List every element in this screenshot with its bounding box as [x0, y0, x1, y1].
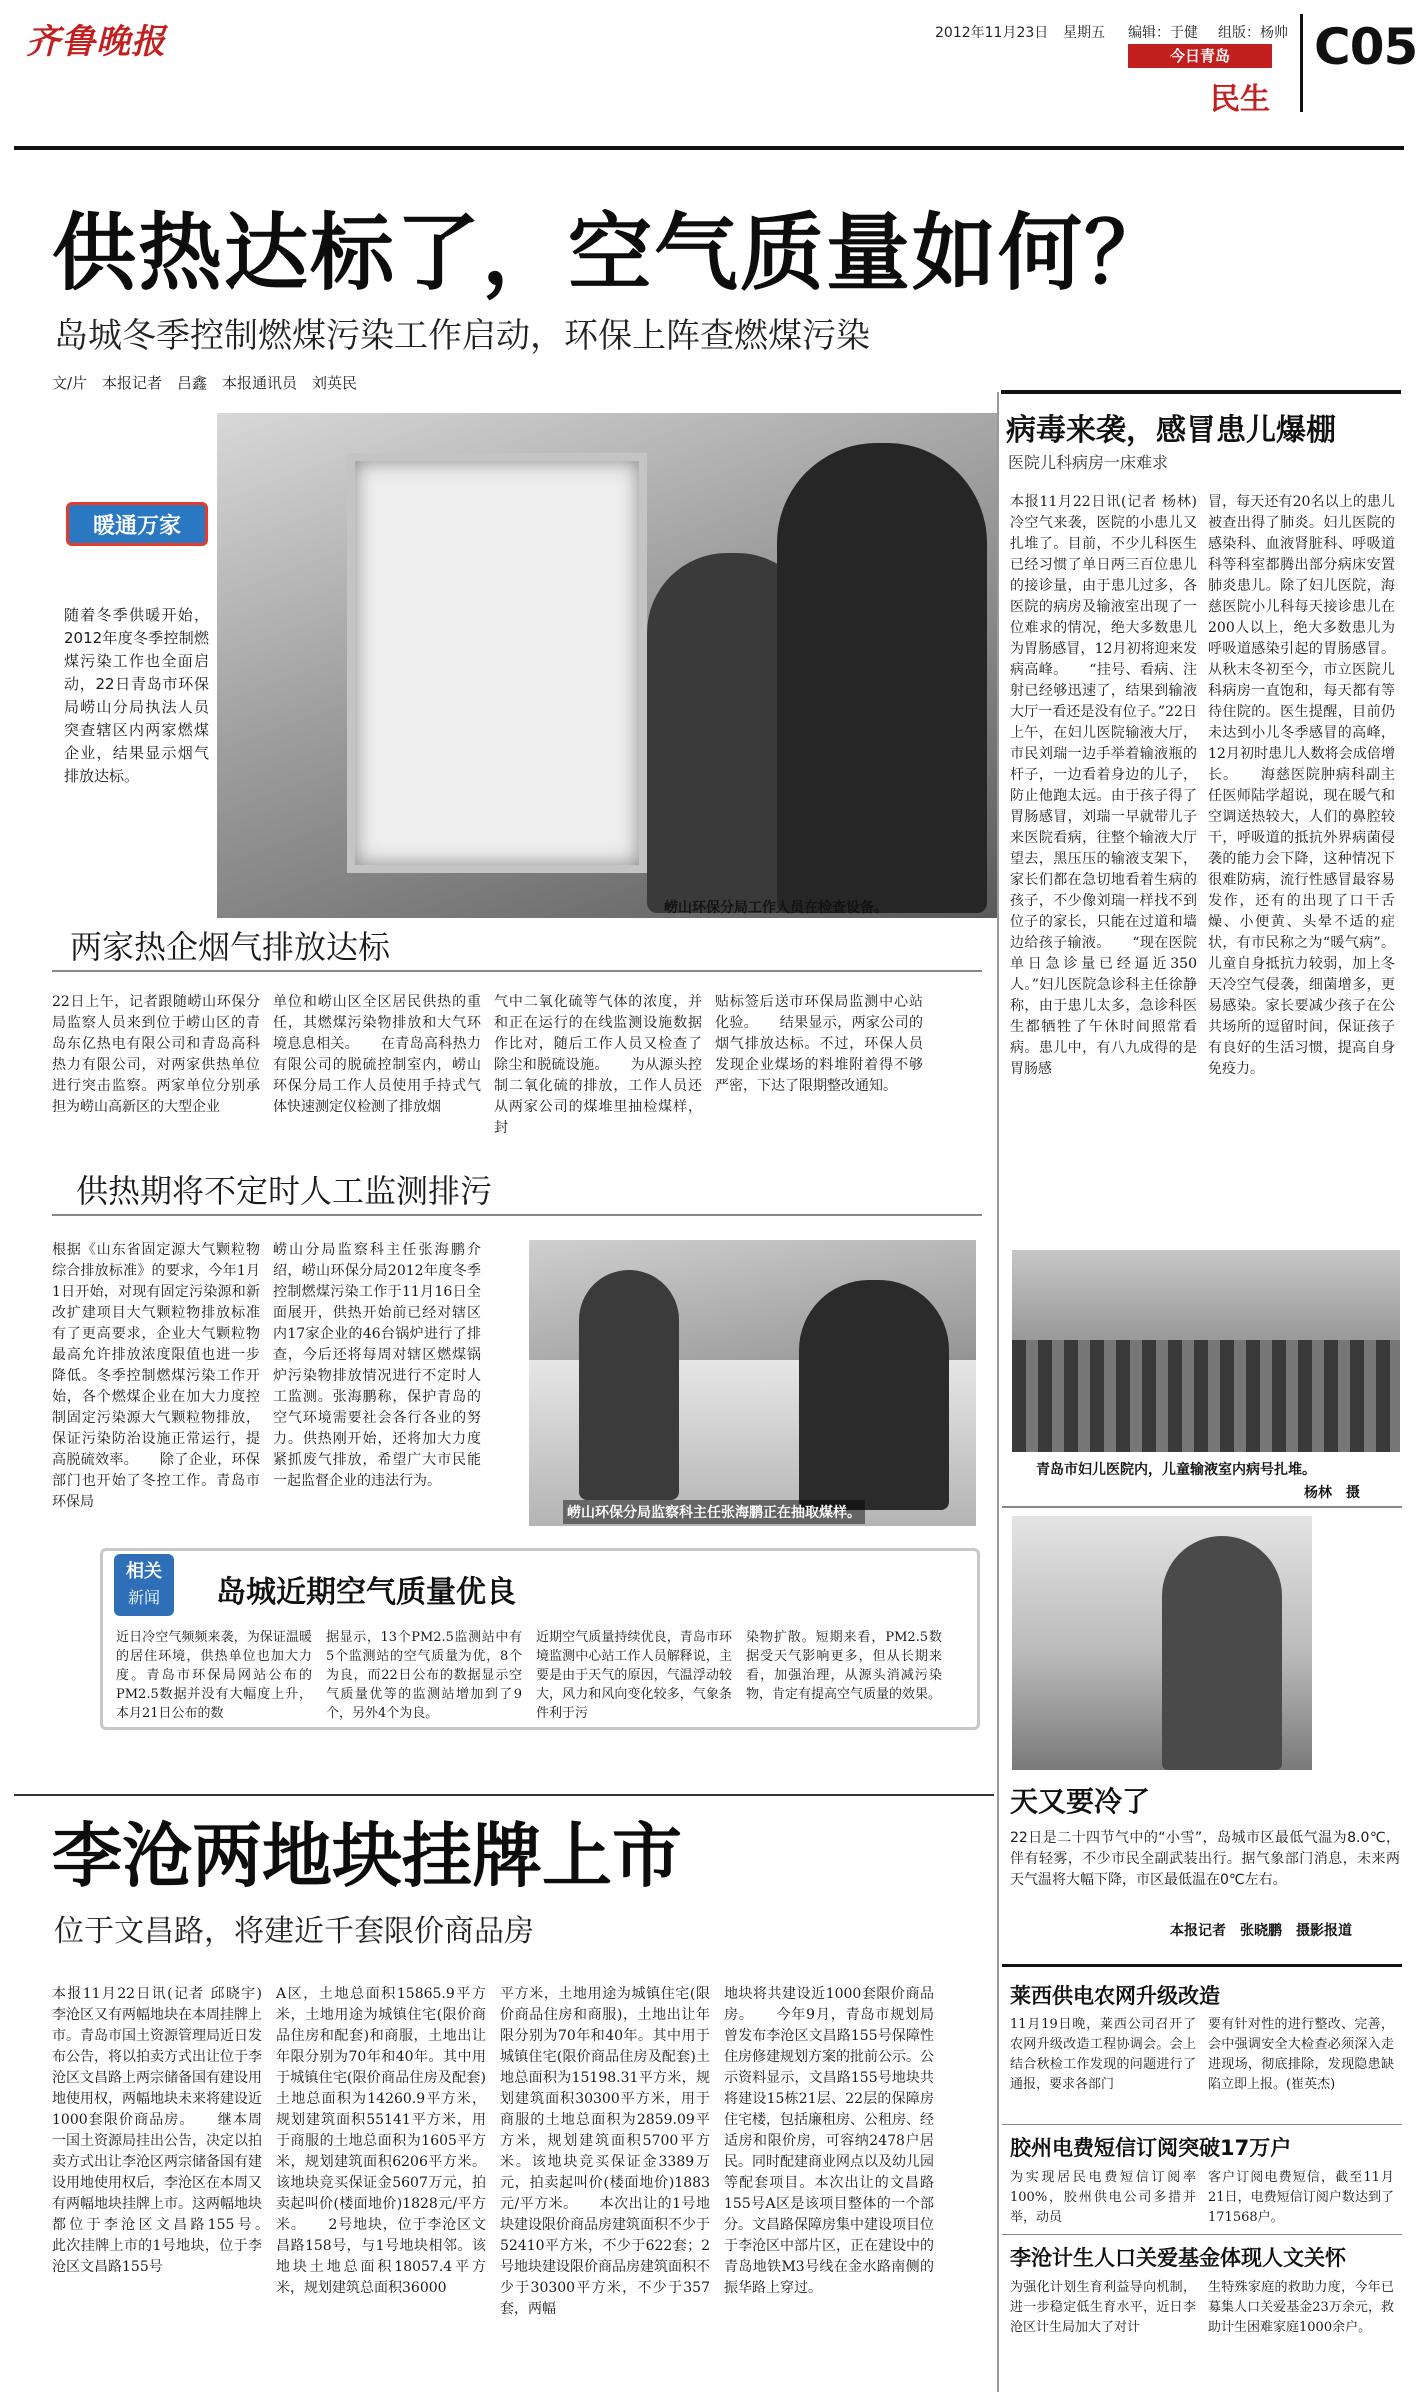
- short-2-col-2: 客户订阅电费短信，截至11月21日，电费短信订阅户数达到了171568户。: [1208, 2170, 1394, 2225]
- related-col-4: 染物扩散。短期来看，PM2.5数据受天气影响更多，但从长期来看，加强治理，从源头消减污染物，肯定有提高空气质量的效果。: [746, 1630, 942, 1702]
- weather-rule: [1002, 1506, 1402, 1508]
- section2-photo: [529, 1240, 976, 1526]
- related-col-3: 近期空气质量持续优良，青岛市环境监测中心站工作人员解释说，主要是由于天气的原因，气温浮动较大，风力和风向变化较多，气象条件利于污: [536, 1630, 732, 1721]
- lead-photo-caption: 崂山环保分局工作人员在检查设备。: [664, 900, 888, 916]
- page-designer: 组版：杨帅: [1218, 25, 1288, 41]
- related-title: 岛城近期空气质量优良: [216, 1575, 516, 1610]
- second-col-2: A区，土地总面积15865.9平方米，土地用途为城镇住宅(限价商品住房和配套)和商服，土地出让年限分别为70年和40年。其中用于城镇住宅(限价商品住房及配套)土地总面积为14260.9平方米，规划建筑面积55141平方米，用于商服的土地总面积为1605平方米，规划建筑面积6206平方米。该地块竞买保证金5607万元，拍卖起叫价(楼面地价)1828元/平方米。 2号地块，位于李沧区文昌路158号，与1号地块相邻。该地块土地总面积18057.4平方米，规划建筑总面积36000: [276, 1986, 486, 2296]
- worker-figure: [579, 1270, 679, 1500]
- weather-photo: [1012, 1516, 1312, 1770]
- related-badge-bottom: 新闻: [127, 1588, 160, 1607]
- related-col-2: 据显示，13个PM2.5监测站中有5个监测站的空气质量为优，8个为良，而22日公布的数据显示空气质量优等的监测站增加到了9个，另外4个为良。: [326, 1630, 522, 1721]
- section2-col-1: 根据《山东省固定源大气颗粒物综合排放标准》的要求，今年1月1日开始，对现有固定污染源和新改扩建项目大气颗粒物排放标准有了更高要求，企业大气颗粒物最高允许排放浓度限值也进一步降低。冬季控制燃煤污染工作开始，各个燃煤企业在加大力度控制固定污染源大气颗粒物排放，保证污染防治设施正常运行，提高脱硫效率。 除了企业，环保部门也开始了冬控工作。青岛市环保局: [52, 1242, 260, 1510]
- short-2-rule: [1002, 2124, 1402, 2125]
- section1-col-3: 气中二氧化硫等气体的浓度，并和正在运行的在线监测设施数据作比对，随后工作人员又检查了除尘和脱硫设施。 为从源头控制二氧化硫的排放，工作人员还从两家公司的煤堆里抽检煤样，封: [494, 994, 702, 1136]
- section1-rule: [52, 970, 982, 972]
- flu-subtitle: 医院儿科病房一床难求: [1008, 453, 1169, 472]
- second-headline: 李沧两地块挂牌上市: [52, 1815, 682, 1897]
- sidebar-top-rule: [1001, 390, 1401, 394]
- equipment-cabinet: [347, 453, 647, 873]
- section1-col-1: 22日上午，记者跟随崂山环保分局监察人员来到位于崂山区的青岛东亿热电有限公司和青岛高科热力有限公司，对两家供热单位进行突击监察。两家单位分别承担为崂山高新区的大型企业: [52, 994, 260, 1115]
- masthead-vertical-rule: [1300, 14, 1303, 112]
- lead-byline: 文/片 本报记者 吕鑫 本报通讯员 刘英民: [52, 374, 358, 392]
- second-col-4: 地块将共建设近1000套限价商品房。 今年9月，青岛市规划局曾发布李沧区文昌路155号保障性住房修建规划方案的批前公示。公示资料显示，文昌路155号地块共将建设15栋21层、22层的保障房住宅楼，包括廉租房、公租房、经适房和限价房，可容纳2478户居民。同时配建商业网点以及幼儿园等配套项目。本次出让的文昌路155号A区是该项目整体的一个部分。文昌路保障房集中建设项目位于李沧区中部片区，正在建设中的青岛地铁M3号线在金水路南侧的振华路上穿过。: [724, 1986, 934, 2296]
- lead-photo: [217, 413, 997, 918]
- issue-date: 2012年11月23日: [935, 25, 1049, 41]
- pedestrian-figure: [1162, 1536, 1282, 1770]
- issue-weekday: 星期五: [1063, 25, 1105, 41]
- short-1-col-2: 要有针对性的进行整改、完善，会中强调安全大检查必须深入走进现场，彻底排除，发现隐患缺陷立即上报。(崔英杰): [1208, 2017, 1394, 2092]
- related-col-1: 近日冷空气频频来袭，为保证温暖的居住环境，供热单位也加大力度。青岛市环保局网站公布的PM2.5数据并没有大幅度上升，本月21日公布的数: [116, 1630, 312, 1721]
- paper-logo[interactable]: 齐鲁晚报: [26, 22, 166, 62]
- flu-photo-caption: 青岛市妇儿医院内，儿童输液室内病号扎堆。: [1036, 1462, 1316, 1478]
- short-3-col-1: 为强化计划生育利益导向机制，进一步稳定低生育水平，近日李沧区计生局加大了对计: [1010, 2280, 1196, 2335]
- flu-title: 病毒来袭，感冒患儿爆棚: [1006, 413, 1336, 448]
- section2-title: 供热期将不定时人工监测排污: [76, 1172, 493, 1210]
- second-subhead: 位于文昌路，将建近千套限价商品房: [54, 1914, 534, 1949]
- flu-col-2: 冒，每天还有20名以上的患儿被查出得了肺炎。妇儿医院的感染科、血液肾脏科、呼吸道科等科室都腾出部分病床安置肺炎患儿。除了妇儿医院，海慈医院小儿科每天接诊患儿在200人以上，绝大多数患儿为呼吸道感染引起的胃肠感冒。从秋末冬初至今，市立医院儿科病房一直饱和，每天都有等待住院的。医生提醒，目前仍未达到小儿冬季感冒的高峰，12月初时患儿人数将会成倍增长。 海慈医院肿病科副主任医师陆学超说，现在暖气和空调送热较大，人们的鼻腔较干，呼吸道的抵抗外界病菌侵袭的能力会下降，这种情况下很难防病，流行性感冒最容易发作，还有的出现了口干舌燥、小便黄、头晕不适的症状，有市民称之为“暖气病”。儿童自身抵抗力较弱，加上冬天冷空气侵袭，细菌增多，更易感染。家长要减少孩子在公共场所的逗留时间，保证孩子有良好的生活习惯，提高自身免疫力。: [1208, 494, 1395, 1077]
- column-badge: 暖通万家: [66, 502, 208, 546]
- section-name: 民生: [1210, 82, 1270, 117]
- page-editor: 编辑：于健: [1128, 25, 1198, 41]
- section2-col-2: 崂山分局监察科主任张海鹏介绍，崂山环保分局2012年度冬季控制燃煤污染工作于11月16日全面展开，供热开始前已经对辖区内17家企业的46台锅炉进行了排查，今后还将每周对辖区燃煤锅炉污染物排放情况进行不定时人工监测。张海鹏称，保护青岛的空气环境需要社会各行各业的努力。供热刚开始，还将加大力度紧抓废气排放，希望广大市民能一起监督企业的违法行为。: [273, 1242, 481, 1489]
- shorts-rule: [1002, 1964, 1402, 1967]
- related-badge: [114, 1554, 174, 1616]
- second-col-1: 本报11月22日讯(记者 邱晓宇) 李沧区又有两幅地块在本周挂牌上市。青岛市国土资源管理局近日发布公告，将以拍卖方式出让位于李沧区文昌路上两宗储备国有建设用地使用权，两幅地块未来将建设近1000套限价商品房。 继本周一国土资源局挂出公告，决定以拍卖方式出让李沧区两宗储备国有建设用地使用权后，李沧区在本周又有两幅地块挂牌上市。这两幅地块都位于李沧区文昌路155号。 此次挂牌上市的1号地块，位于李沧区文昌路155号: [52, 1986, 262, 2275]
- weather-title: 天又要冷了: [1010, 1785, 1151, 1818]
- inspector-figure-2: [777, 443, 987, 913]
- lead-headline: 供热达标了，空气质量如何？: [52, 204, 1171, 302]
- short-1-title: 莱西供电农网升级改造: [1010, 1984, 1220, 2008]
- short-3-rule: [1002, 2234, 1402, 2235]
- inspector-figure: [799, 1280, 949, 1510]
- flu-photo-credit: 杨林 摄: [1304, 1485, 1360, 1501]
- page-code: C05: [1314, 18, 1417, 76]
- short-3-title: 李沧计生人口关爱基金体现人文关怀: [1010, 2246, 1346, 2270]
- second-col-3: 平方米，土地用途为城镇住宅(限价商品住房和商服)，土地出让年限分别为70年和40年。其中用于城镇住宅(限价商品住房及配套)土地总面积为15198.31平方米，规划建筑面积30300平方米，用于商服的土地总面积为2859.09平方米，规划建筑面积5700平方米。该地块竞买保证金3389万元，拍卖起叫价(楼面地价)1883元/平方米。 本次出让的1号地块建设限价商品房建筑面积不少于52410平方米，不少于622套；2号地块建设限价商品房建筑面积不少于30300平方米，不少于357套，两幅: [500, 1986, 710, 2317]
- second-story-rule: [14, 1794, 994, 1796]
- infusion-hall: [1012, 1340, 1400, 1452]
- section1-col-4: 贴标签后送市环保局监测中心站化验。 结果显示，两家公司的烟气排放达标。不过，环保人员发现企业煤场的料堆附着得不够严密，下达了限期整改通知。: [715, 994, 923, 1094]
- sidebar-vertical-rule: [997, 392, 999, 2392]
- short-1-col-1: 11月19日晚，莱西公司召开了农网升级改造工程协调会。会上结合秋检工作发现的问题进行了通报，要求各部门: [1010, 2017, 1196, 2092]
- section2-rule: [52, 1214, 982, 1216]
- weather-credit: 本报记者 张晓鹏 摄影报道: [1170, 1923, 1352, 1939]
- section2-photo-caption: 崂山环保分局监察科主任张海鹏正在抽取煤样。: [563, 1500, 865, 1524]
- short-2-title: 胶州电费短信订阅突破17万户: [1010, 2136, 1292, 2160]
- weather-text: 22日是二十四节气中的“小雪”，岛城市区最低气温为8.0℃，伴有轻雾，不少市民全副武装出行。据气象部门消息，未来两天气温将大幅下降，市区最低温在0℃左右。: [1010, 1830, 1400, 1888]
- flu-photo: [1012, 1250, 1400, 1452]
- lead-subhead: 岛城冬季控制燃煤污染工作启动，环保上阵查燃煤污染: [54, 316, 870, 356]
- flu-col-1: 本报11月22日讯(记者 杨林) 冷空气来袭，医院的小患儿又扎堆了。目前，不少儿科医生已经习惯了单日两三百位患儿的接诊量，由于患儿过多，各医院的病房及输液室出现了一位难求的情况，绝大多数患儿为胃肠感冒，12月初将迎来发病高峰。 “挂号、看病、注射已经够迅速了，结果到输液大厅一看还是没有位子。”22日上午，在妇儿医院输液大厅，市民刘瑞一边手举着输液瓶的杆子，一边看着身边的儿子，防止他跑太远。由于孩子得了胃肠感冒，刘瑞一早就带儿子来医院看病，往整个输液大厅望去，黑压压的输液支架下，家长们都在急切地看着生病的孩子，不少像刘瑞一样找不到位子的家长，只能在过道和墙边给孩子输液。 “现在医院单日急诊量已经逼近350人。”妇儿医院急诊科主任徐静称，由于患儿太多，急诊科医生都牺牲了午休时间照常看病。患儿中，有八九成得的是胃肠感: [1010, 494, 1197, 1077]
- section1-col-2: 单位和崂山区全区居民供热的重任，其燃煤污染物排放和大气环境息息相关。 在青岛高科热力有限公司的脱硫控制室内，崂山环保分局工作人员使用手持式气体快速测定仪检测了排放烟: [273, 994, 481, 1115]
- section-tag[interactable]: 今日青岛: [1128, 44, 1272, 68]
- short-3-col-2: 生特殊家庭的救助力度，今年已募集人口关爱基金23万余元，救助计生困难家庭1000余户。: [1208, 2280, 1394, 2335]
- lead-photo-intro: 随着冬季供暖开始，2012年度冬季控制燃煤污染工作也全面启动，22日青岛市环保局崂山分局执法人员突查辖区内两家燃煤企业，结果显示烟气排放达标。: [64, 606, 209, 785]
- related-badge-top: 相关: [126, 1561, 162, 1582]
- masthead-rule: [14, 146, 1404, 150]
- short-2-col-1: 为实现居民电费短信订阅率100%，胶州供电公司多措并举，动员: [1010, 2170, 1196, 2225]
- section1-title: 两家热企烟气排放达标: [70, 928, 391, 966]
